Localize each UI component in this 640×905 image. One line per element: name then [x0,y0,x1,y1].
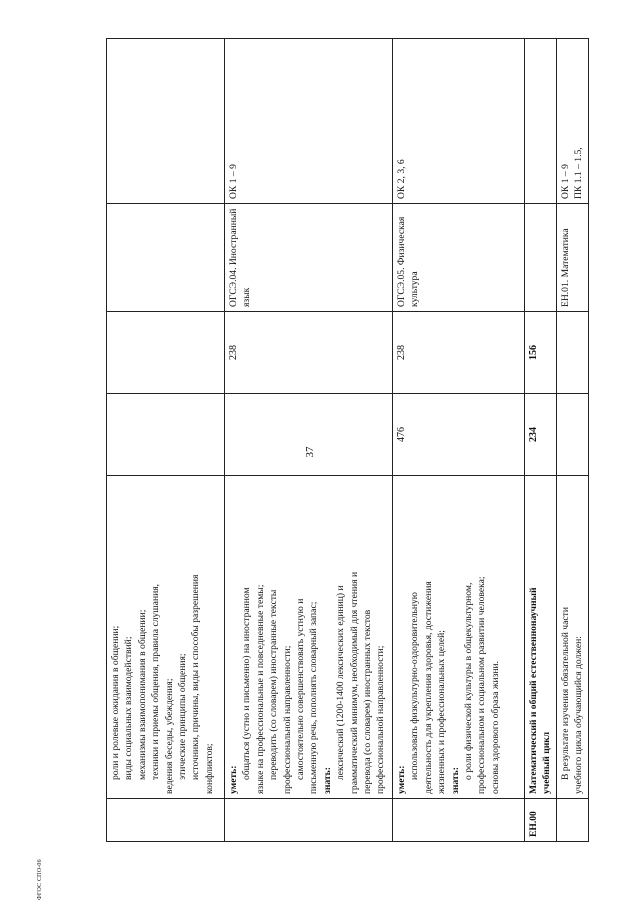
table-row [107,39,225,842]
cell-required-hours: 238 [225,312,393,394]
description-line: грамматический минимум, необходимый для чтения и [348,571,360,794]
description-line: переводить (со словарем) иностранные тексты [268,589,280,780]
cell-total-hours: 234 [525,394,557,476]
description-line: лексический (1200-1400 лексических единиц) и [335,585,347,780]
cell-description [393,476,525,799]
cell-total-hours [556,394,588,476]
cell-total-hours: 476 [393,394,525,476]
cell-index [225,799,393,842]
cell-description [525,476,557,799]
table-row [393,39,525,842]
cell-total-hours [225,394,393,476]
description-line: роли и ролевые ожидания в общении; [110,625,121,780]
cell-competence [525,39,557,204]
cell-competence: ОК 1 – 9 [225,39,393,204]
cell-required-hours [556,312,588,394]
cell-discipline [107,204,225,312]
cell-index [556,799,588,842]
description-line: жизненных и профессиональных целей; [436,630,448,794]
description-line: общаться (устно и письменно) на иностранном [241,587,253,780]
curriculum-table [106,38,589,842]
description-line: деятельность для укрепления здоровья, достижения [422,581,434,794]
curriculum-table-wrapper [106,39,585,842]
cell-discipline [525,204,557,312]
description-line: использовать физкультурно-оздоровительную [409,592,421,780]
description-line: самостоятельно совершенствовать устную и [295,598,307,780]
cell-index [393,799,525,842]
description-line: знать: [449,767,461,794]
description-line: перевода (со словарем) иностранных текстов [362,609,374,794]
cell-discipline: ОГСЭ.04. Иностранный язык [225,204,393,312]
table-body [107,39,589,842]
description-line: языке на профессиональные и повседневные темы; [254,584,266,794]
description-line: учебного цикла обучающийся должен: [573,636,585,794]
description-line: основы здорового образа жизни. [489,660,501,794]
description-line: профессиональной направленности; [281,645,293,794]
cell-total-hours [107,394,225,476]
description-line: уметь: [396,765,407,794]
description-line: знать: [321,767,333,794]
table-row [556,39,588,842]
document-footer: ФГОС СПО-06 [37,859,43,900]
cell-description [225,476,393,799]
description-line: В результате изучения обязательной части [559,607,571,780]
description-line: учебный цикл [541,731,553,794]
table-row [225,39,393,842]
description-line: конфликтов; [203,743,215,794]
description-line: ведения беседы, убеждения; [163,678,175,794]
cell-description [556,476,588,799]
page-number: 37 [304,446,316,458]
cell-competence [107,39,225,204]
description-line: уметь: [228,765,239,794]
description-line: механизмы взаимопонимания в общении; [136,609,148,780]
cell-required-hours [107,312,225,394]
description-line: Математический и общий естественнонаучный [528,587,539,794]
description-line: техники и приемы общения, правила слушания, [150,583,162,780]
description-line: о роли физической культуры в общекультурном, [463,582,475,780]
description-line: виды социальных взаимодействий; [123,636,135,780]
cell-required-hours: 238 [393,312,525,394]
cell-description [107,476,225,799]
description-line: профессиональной направленности; [375,645,387,794]
description-line: письменную речь, пополнять словарный запас; [308,601,320,794]
description-line: этические принципы общения; [177,653,189,780]
cell-discipline: ЕН.01. Математика [556,204,588,312]
description-line: профессиональном и социальном развитии человека; [476,576,488,794]
cell-index [107,799,225,842]
cell-discipline: ОГСЭ.05. Физическая культура [393,204,525,312]
cell-index: ЕН.00 [525,799,557,842]
table-row [525,39,557,842]
cell-required-hours: 156 [525,312,557,394]
cell-competence: ОК 1 – 9 ПК 1.1 – 1.5, [556,39,588,204]
cell-competence: ОК 2, 3, 6 [393,39,525,204]
description-line: источники, причины, виды и способы разрешения [190,574,202,780]
